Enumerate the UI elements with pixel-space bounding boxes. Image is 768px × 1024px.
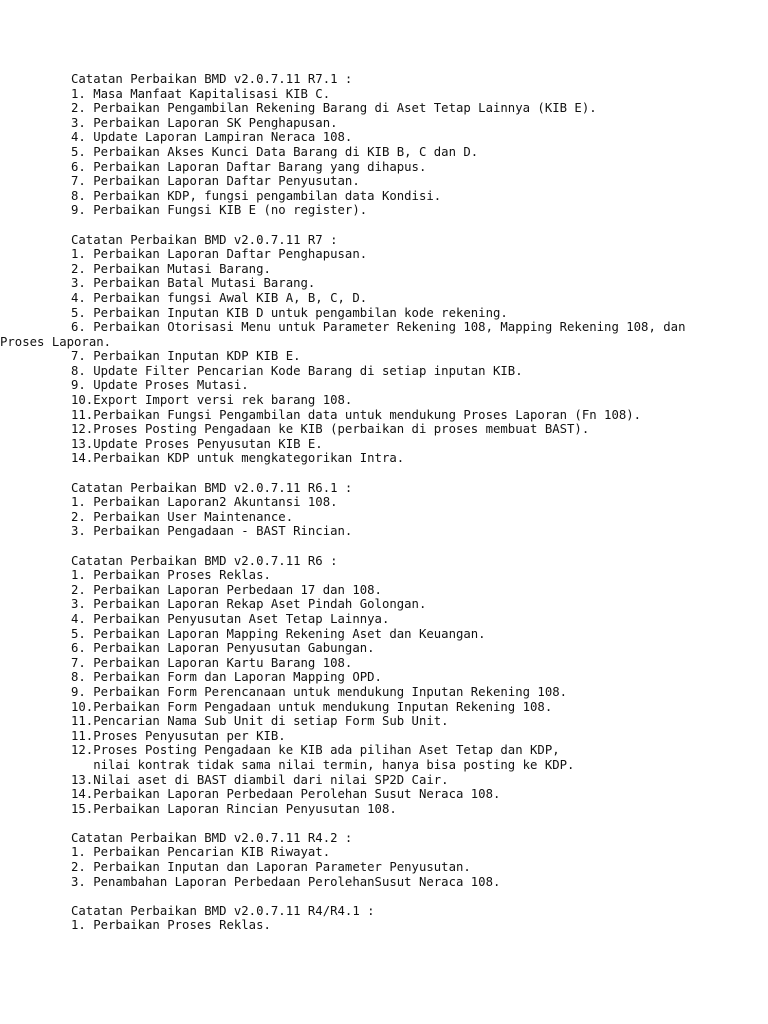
release-notes-document	[0, 72, 761, 948]
list-item: 1. Perbaikan Pencarian KIB Riwayat.	[71, 845, 331, 860]
list-item: 1. Perbaikan Proses Reklas.	[71, 568, 271, 583]
list-item: 3. Perbaikan Pengadaan - BAST Rincian.	[71, 524, 353, 539]
list-item: 11.Proses Penyusutan per KIB.	[71, 728, 286, 743]
list-item: 6. Perbaikan Laporan Penyusutan Gabungan.	[71, 641, 375, 656]
list-item: 2. Perbaikan Laporan Perbedaan 17 dan 108.	[71, 582, 382, 597]
list-item: 12.Proses Posting Pengadaan ke KIB ada pilihan Aset Tetap dan KDP,	[71, 743, 560, 758]
list-item: 10.Export Import versi rek barang 108.	[71, 393, 353, 408]
list-item: 3. Penambahan Laporan Perbedaan PerolehanSusut Neraca 108.	[71, 874, 501, 889]
list-item: 9. Update Proses Mutasi.	[71, 378, 249, 393]
list-item: 3. Perbaikan Batal Mutasi Barang.	[71, 276, 316, 291]
list-item: 2. Perbaikan Inputan dan Laporan Parameter Penyusutan.	[71, 860, 471, 875]
section-title: Catatan Perbaikan BMD v2.0.7.11 R6.1 :	[71, 480, 353, 495]
list-item: 5. Perbaikan Inputan KIB D untuk pengambilan kode rekening.	[71, 305, 508, 320]
list-item: 5. Perbaikan Laporan Mapping Rekening Aset dan Keuangan.	[71, 626, 486, 641]
list-item: 6. Perbaikan Laporan Daftar Barang yang dihapus.	[71, 159, 427, 174]
list-item: 9. Perbaikan Fungsi KIB E (no register).	[71, 203, 368, 218]
list-item: 8. Update Filter Pencarian Kode Barang di setiap inputan KIB.	[71, 363, 523, 378]
list-item: 4. Update Laporan Lampiran Neraca 108.	[71, 130, 353, 145]
list-item: 2. Perbaikan Pengambilan Rekening Barang di Aset Tetap Lainnya (KIB E).	[71, 101, 597, 116]
list-item: 5. Perbaikan Akses Kunci Data Barang di KIB B, C dan D.	[71, 144, 479, 159]
section-title: Catatan Perbaikan BMD v2.0.7.11 R4.2 :	[71, 830, 353, 845]
list-item: 10.Perbaikan Form Pengadaan untuk mendukung Inputan Rekening 108.	[71, 699, 553, 714]
list-item: 13.Nilai aset di BAST diambil dari nilai SP2D Cair.	[71, 772, 449, 787]
release-notes-section-r7-1	[71, 72, 761, 218]
list-item: 11.Pencarian Nama Sub Unit di setiap Form Sub Unit.	[71, 714, 449, 729]
list-item: 9. Perbaikan Form Perencanaan untuk mendukung Inputan Rekening 108.	[71, 684, 568, 699]
list-item: 14.Perbaikan Laporan Perbedaan Perolehan Susut Neraca 108.	[71, 787, 501, 802]
list-item: 15.Perbaikan Laporan Rincian Penyusutan 108.	[71, 801, 397, 816]
list-item: 7. Perbaikan Laporan Daftar Penyusutan.	[71, 174, 360, 189]
list-item: 7. Perbaikan Inputan KDP KIB E.	[71, 349, 301, 364]
list-item: 7. Perbaikan Laporan Kartu Barang 108.	[71, 655, 353, 670]
list-item: 12.Proses Posting Pengadaan ke KIB (perbaikan di proses membuat BAST).	[71, 422, 590, 437]
list-item: 11.Perbaikan Fungsi Pengambilan data untuk mendukung Proses Laporan (Fn 108).	[71, 407, 642, 422]
release-notes-section-r4-r4-1	[71, 904, 761, 933]
list-item: 2. Perbaikan User Maintenance.	[71, 509, 294, 524]
list-item: 8. Perbaikan Form dan Laporan Mapping OPD.	[71, 670, 382, 685]
list-item: 1. Perbaikan Proses Reklas.	[71, 918, 271, 933]
release-notes-section-r7	[0, 232, 761, 467]
list-item: 2. Perbaikan Mutasi Barang.	[71, 261, 271, 276]
list-item: 3. Perbaikan Laporan SK Penghapusan.	[71, 115, 338, 130]
list-item: 1. Perbaikan Laporan2 Akuntansi 108.	[71, 495, 338, 510]
section-title: Catatan Perbaikan BMD v2.0.7.11 R6 :	[71, 553, 338, 568]
section-title: Catatan Perbaikan BMD v2.0.7.11 R7 :	[71, 232, 338, 247]
list-item: 4. Perbaikan fungsi Awal KIB A, B, C, D.	[71, 290, 368, 305]
list-item-continuation: Proses Laporan.	[0, 334, 112, 349]
list-item: 3. Perbaikan Laporan Rekap Aset Pindah Golongan.	[71, 597, 427, 612]
list-item: 13.Update Proses Penyusutan KIB E.	[71, 436, 323, 451]
release-notes-section-r6	[71, 554, 761, 817]
list-item: 4. Perbaikan Penyusutan Aset Tetap Lainnya.	[71, 611, 390, 626]
list-item: 8. Perbaikan KDP, fungsi pengambilan data Kondisi.	[71, 188, 442, 203]
section-title: Catatan Perbaikan BMD v2.0.7.11 R4/R4.1 :	[71, 903, 375, 918]
list-item: 6. Perbaikan Otorisasi Menu untuk Parameter Rekening 108, Mapping Rekening 108, dan	[71, 320, 686, 335]
list-item: 14.Perbaikan KDP untuk mengkategorikan Intra.	[71, 451, 405, 466]
list-item: 1. Masa Manfaat Kapitalisasi KIB C.	[71, 86, 331, 101]
list-item: 1. Perbaikan Laporan Daftar Penghapusan.	[71, 247, 368, 262]
release-notes-section-r4-2	[71, 831, 761, 889]
section-title: Catatan Perbaikan BMD v2.0.7.11 R7.1 :	[71, 72, 353, 86]
list-item-continuation: nilai kontrak tidak sama nilai termin, hanya bisa posting ke KDP.	[71, 757, 575, 772]
release-notes-section-r6-1	[71, 481, 761, 539]
